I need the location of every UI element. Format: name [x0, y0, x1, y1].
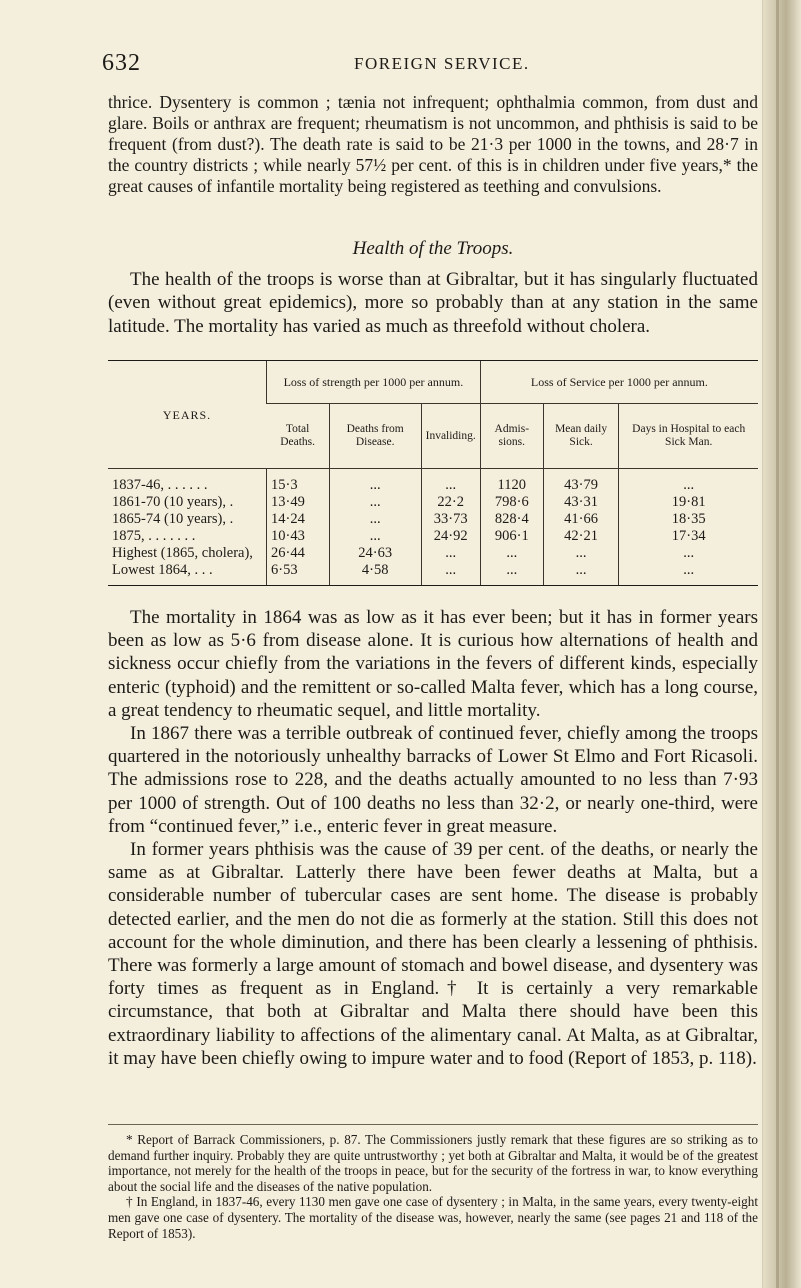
table-cell: ... [506, 545, 518, 561]
body-paragraph: The mortality in 1864 was as low as it has ever been; but it has in former years been as low as 5·6 from disease alone. It is curious how alternations of health and sickness occur chiefly from the variations in the fevers of different kinds, especially enteric (typhoid) and the remittent or so-called Malta fever, which has a long course, a great tendency to rheumatic sequel, and little mortality. [108, 607, 758, 721]
table-cell: ... [369, 494, 381, 510]
total-deaths-column [267, 469, 330, 586]
table-cell: 6·53 [271, 562, 298, 578]
table-cell: 828·4 [494, 511, 529, 527]
table-cell: 24·63 [358, 545, 393, 561]
table-cell: 41·66 [564, 511, 599, 527]
table-cell: ... [683, 477, 695, 493]
health-paragraph: The health of the troops is worse than at Gibraltar, but it has singularly fluctuated (even without great epidemics), more so probably than at any station in the same latitude. The mortality has varied as much as threefold without cholera. [108, 269, 758, 337]
intro-paragraph: thrice. Dysentery is common ; tænia not infrequent; ophthalmia common, from dust and glare. Boils or anthrax are frequent; rheumatism is not uncommon, and phthisis is said to be frequent (from dust?). The death rate is said to be 21·3 per 1000 in the towns, and 28·7 in the country districts ; while nearly 57½ per cent. of this is in children under five years,* the great causes of infantile mortality being registered as teething and convulsions. [108, 92, 758, 196]
column-header: Days in Hospital to each Sick Man. [619, 404, 758, 469]
footnote: * Report of Barrack Commissioners, p. 87. The Commissioners justly remark that these figures are so striking as to demand further inquiry. Probably they are quite untrustworthy ; yet both at Gibraltar and Malta, it would be of the greatest importance, not merely for the health of the troops in peace, but for the security of the fortress in war, to know everything about the social life and the diseases of the native population. [108, 1132, 758, 1194]
footnote-divider [108, 1124, 758, 1125]
table-cell: 18·35 [671, 511, 706, 527]
year-cell: 1861-70 (10 years), . [112, 494, 234, 510]
section-heading: Health of the Troops. [352, 238, 514, 259]
table-cell: 13·49 [271, 494, 305, 510]
year-cell: 1837-46, . . . . . . [112, 477, 208, 493]
table-cell: ... [575, 545, 587, 561]
table-cell: 906·1 [494, 528, 529, 544]
running-title: FOREIGN SERVICE. [354, 54, 530, 73]
column-header: Admis-sions. [480, 404, 543, 469]
year-cell: 1865-74 (10 years), . [112, 511, 234, 527]
table-cell: 14·24 [271, 511, 305, 527]
column-header: Deaths from Disease. [329, 404, 421, 469]
admissions-column [480, 469, 543, 586]
column-header: Mean daily Sick. [543, 404, 619, 469]
year-cell: 1875, . . . . . . . [112, 528, 196, 544]
table-cell: 24·92 [433, 528, 468, 544]
column-header: Total Deaths. [267, 404, 330, 469]
health-paragraph-block [108, 268, 758, 338]
column-header: Invaliding. [421, 404, 480, 469]
table-cell: 42·21 [564, 528, 599, 544]
mortality-table [108, 360, 758, 586]
mean-sick-column [543, 469, 619, 586]
table-cell: 22·2 [437, 494, 464, 510]
binding-edge [776, 0, 779, 1288]
table-cell: ... [445, 477, 457, 493]
table-cell: ... [445, 545, 457, 561]
table-cell: 43·79 [564, 477, 599, 493]
page-number: 632 [102, 50, 141, 76]
table-cell: ... [445, 562, 457, 578]
table-cell: 15·3 [271, 477, 298, 493]
invaliding-column [421, 469, 480, 586]
years-header: YEARS. [108, 361, 267, 469]
table-cell: 26·44 [271, 545, 305, 561]
table-cell: ... [369, 477, 381, 493]
table-cell: 4·58 [361, 562, 389, 578]
table-cell: 10·43 [271, 528, 305, 544]
table-cell: ... [369, 528, 381, 544]
days-hospital-column [619, 469, 758, 586]
table-cell: ... [575, 562, 587, 578]
body-paragraph: In former years phthisis was the cause of 39 per cent. of the deaths, or nearly the same as at Gibraltar. Latterly there have been fewer deaths at Malta, but a considerable number of tubercular cases are sent home. The disease is probably detected earlier, and the men do not die as formerly at the station. Still this does not account for the whole diminution, and there has been clearly a lessening of phthisis. There was formerly a large amount of stomach and bowel disease, and dysentery was forty times as frequent as in England.† It is certainly a very remarkable circumstance, that both at Gibraltar and Malta there should have been this extraordinary liability to affections of the alimentary canal. At Malta, as at Gibraltar, it may have been chiefly owing to impure water and to food (Report of 1853, p. 118). [108, 839, 758, 1069]
main-text-block [108, 606, 758, 1070]
table-cell: ... [369, 511, 381, 527]
page-gutter [762, 0, 801, 1288]
body-paragraph: In 1867 there was a terrible outbreak of continued fever, chiefly among the troops quartered in the notoriously unhealthy barracks of Lower St Elmo and Fort Ricasoli. The admissions rose to 228, and the deaths actually amounted to no less than 7·93 per 1000 of strength. Out of 100 deaths no less than 32·2, or nearly one-third, were from “continued fever,” i.e., enteric fever in great measure. [108, 723, 758, 837]
table-body-row [108, 469, 758, 586]
table-cell: 33·73 [433, 511, 468, 527]
year-cell: Lowest 1864, . . . [112, 562, 213, 578]
loss-of-strength-header: Loss of strength per 1000 per annum. [267, 361, 481, 404]
table-cell: 798·6 [494, 494, 529, 510]
table-cell: 43·31 [564, 494, 599, 510]
table-cell: 1120 [497, 477, 527, 493]
page-header [102, 50, 752, 80]
table-cell: 19·81 [671, 494, 706, 510]
deaths-disease-column [329, 469, 421, 586]
footnotes [108, 1132, 758, 1241]
table-cell: ... [683, 545, 695, 561]
intro-paragraph-block [108, 92, 758, 197]
year-cell: Highest (1865, cholera), [112, 545, 253, 561]
loss-of-service-header: Loss of Service per 1000 per annum. [480, 361, 758, 404]
table-cell: 17·34 [671, 528, 706, 544]
years-column [108, 469, 267, 586]
table-cell: ... [683, 562, 695, 578]
footnote: † In England, in 1837-46, every 1130 men gave one case of dysentery ; in Malta, in the same years, every twenty-eight men gave one case of dysentery. The mortality of the disease was, however, nearly the same (see pages 21 and 118 of the Report of 1853). [108, 1194, 758, 1241]
table-cell: ... [506, 562, 518, 578]
